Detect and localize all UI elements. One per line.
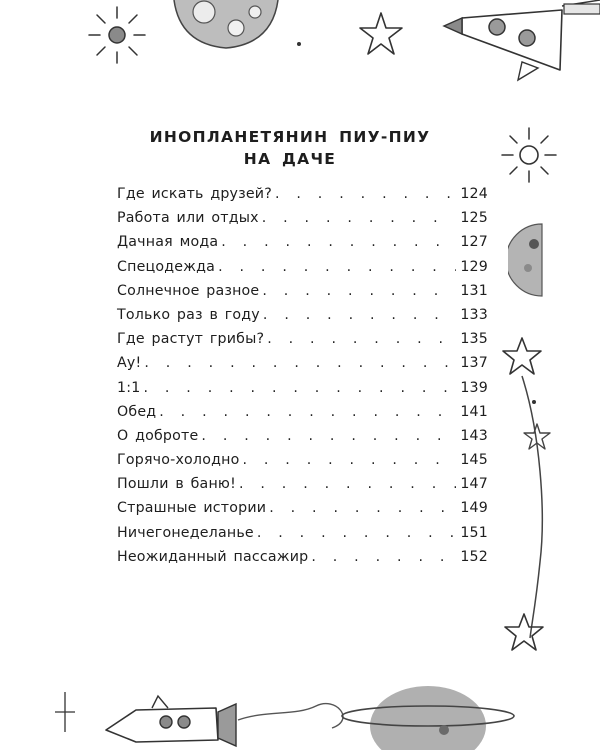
toc-entry-title: Где растут грибы? <box>117 331 265 348</box>
toc-entry-page-number: 129 <box>460 258 488 275</box>
dot-leader <box>257 525 457 541</box>
star-icon <box>52 690 78 734</box>
toc-entry[interactable] <box>117 525 488 549</box>
table-of-contents <box>117 186 488 573</box>
toc-entry-title: Дачная мода <box>117 234 219 251</box>
planet-icon <box>170 0 282 50</box>
chapter-title <box>120 126 460 170</box>
dot-leader <box>221 234 456 250</box>
dot-leader <box>159 404 456 420</box>
toc-entry[interactable] <box>117 234 488 258</box>
toc-entry-title: Спецодежда <box>117 258 216 275</box>
toc-entry[interactable] <box>117 355 488 379</box>
toc-entry-page-number: 125 <box>460 210 488 227</box>
dot-leader <box>242 452 456 468</box>
planet-with-ring-icon <box>336 668 516 750</box>
dot-leader <box>263 307 456 323</box>
toc-entry-title: Ау! <box>117 355 142 372</box>
toc-entry[interactable] <box>117 452 488 476</box>
toc-entry-page-number: 143 <box>460 427 488 444</box>
toc-entry-page-number: 137 <box>460 355 488 372</box>
toc-entry-page-number: 141 <box>460 403 488 420</box>
toc-entry[interactable] <box>117 380 488 404</box>
toc-entry-title: Горячо-холодно <box>117 452 240 469</box>
chapter-title-line-1: ИНОПЛАНЕТЯНИН ПИУ-ПИУ <box>149 128 431 146</box>
toc-entry-page-number: 149 <box>460 500 488 517</box>
toc-entry-page-number: 147 <box>460 476 488 493</box>
toc-entry[interactable] <box>117 404 488 428</box>
toc-entry-title: Неожиданный пассажир <box>117 548 309 565</box>
toc-entry[interactable] <box>117 307 488 331</box>
toc-entry-title: Пошли в баню! <box>117 476 236 493</box>
dot-leader <box>239 476 456 492</box>
toc-entry-page-number: 135 <box>460 331 488 348</box>
toc-entry-title: Работа или отдых <box>117 210 259 227</box>
toc-entry[interactable] <box>117 283 488 307</box>
dot-leader <box>275 186 456 202</box>
star-icon <box>522 422 552 452</box>
toc-entry-page-number: 139 <box>460 379 488 396</box>
toc-entry-title: Обед <box>117 403 157 420</box>
planet-icon <box>508 222 548 298</box>
dot-leader <box>269 500 456 516</box>
toc-entry-title: Солнечное разное <box>117 282 260 299</box>
toc-entry[interactable] <box>117 500 488 524</box>
toc-entry[interactable] <box>117 186 488 210</box>
toc-entry-page-number: 127 <box>460 234 488 251</box>
dot-leader <box>311 549 456 565</box>
sun-icon <box>82 4 152 66</box>
toc-entry-page-number: 145 <box>460 452 488 469</box>
toc-entry-page-number: 151 <box>460 524 488 541</box>
dot-icon <box>530 398 538 406</box>
toc-entry[interactable] <box>117 428 488 452</box>
toc-entry-page-number: 124 <box>460 186 488 202</box>
toc-entry-title: Где искать друзей? <box>117 186 272 202</box>
dot-icon <box>295 40 303 48</box>
dot-leader <box>144 355 456 371</box>
toc-entry-page-number: 152 <box>460 548 488 565</box>
star-trail-icon <box>510 372 550 642</box>
star-icon <box>502 612 546 654</box>
rocket-icon <box>442 0 600 84</box>
toc-entry-title: Только раз в году <box>117 306 260 323</box>
toc-entry[interactable] <box>117 210 488 234</box>
toc-entry[interactable] <box>117 549 488 573</box>
toc-entry-title: Страшные истории <box>117 500 267 517</box>
dot-leader <box>143 380 456 396</box>
dot-leader <box>262 210 457 226</box>
dot-leader <box>218 259 456 275</box>
toc-entry[interactable] <box>117 476 488 500</box>
chapter-title-line-2: НА ДАЧЕ <box>243 150 337 168</box>
toc-entry-page-number: 131 <box>460 282 488 299</box>
toc-entry[interactable] <box>117 331 488 355</box>
toc-entry-title: О доброте <box>117 427 199 444</box>
toc-entry-title: Ничегонеделанье <box>117 524 254 541</box>
star-icon <box>356 10 406 58</box>
toc-entry-page-number: 133 <box>460 306 488 323</box>
dot-leader <box>201 428 456 444</box>
toc-entry[interactable] <box>117 259 488 283</box>
sun-icon <box>498 124 560 186</box>
dot-leader <box>267 331 456 347</box>
dot-leader <box>262 283 456 299</box>
toc-entry-title: 1:1 <box>117 379 141 396</box>
